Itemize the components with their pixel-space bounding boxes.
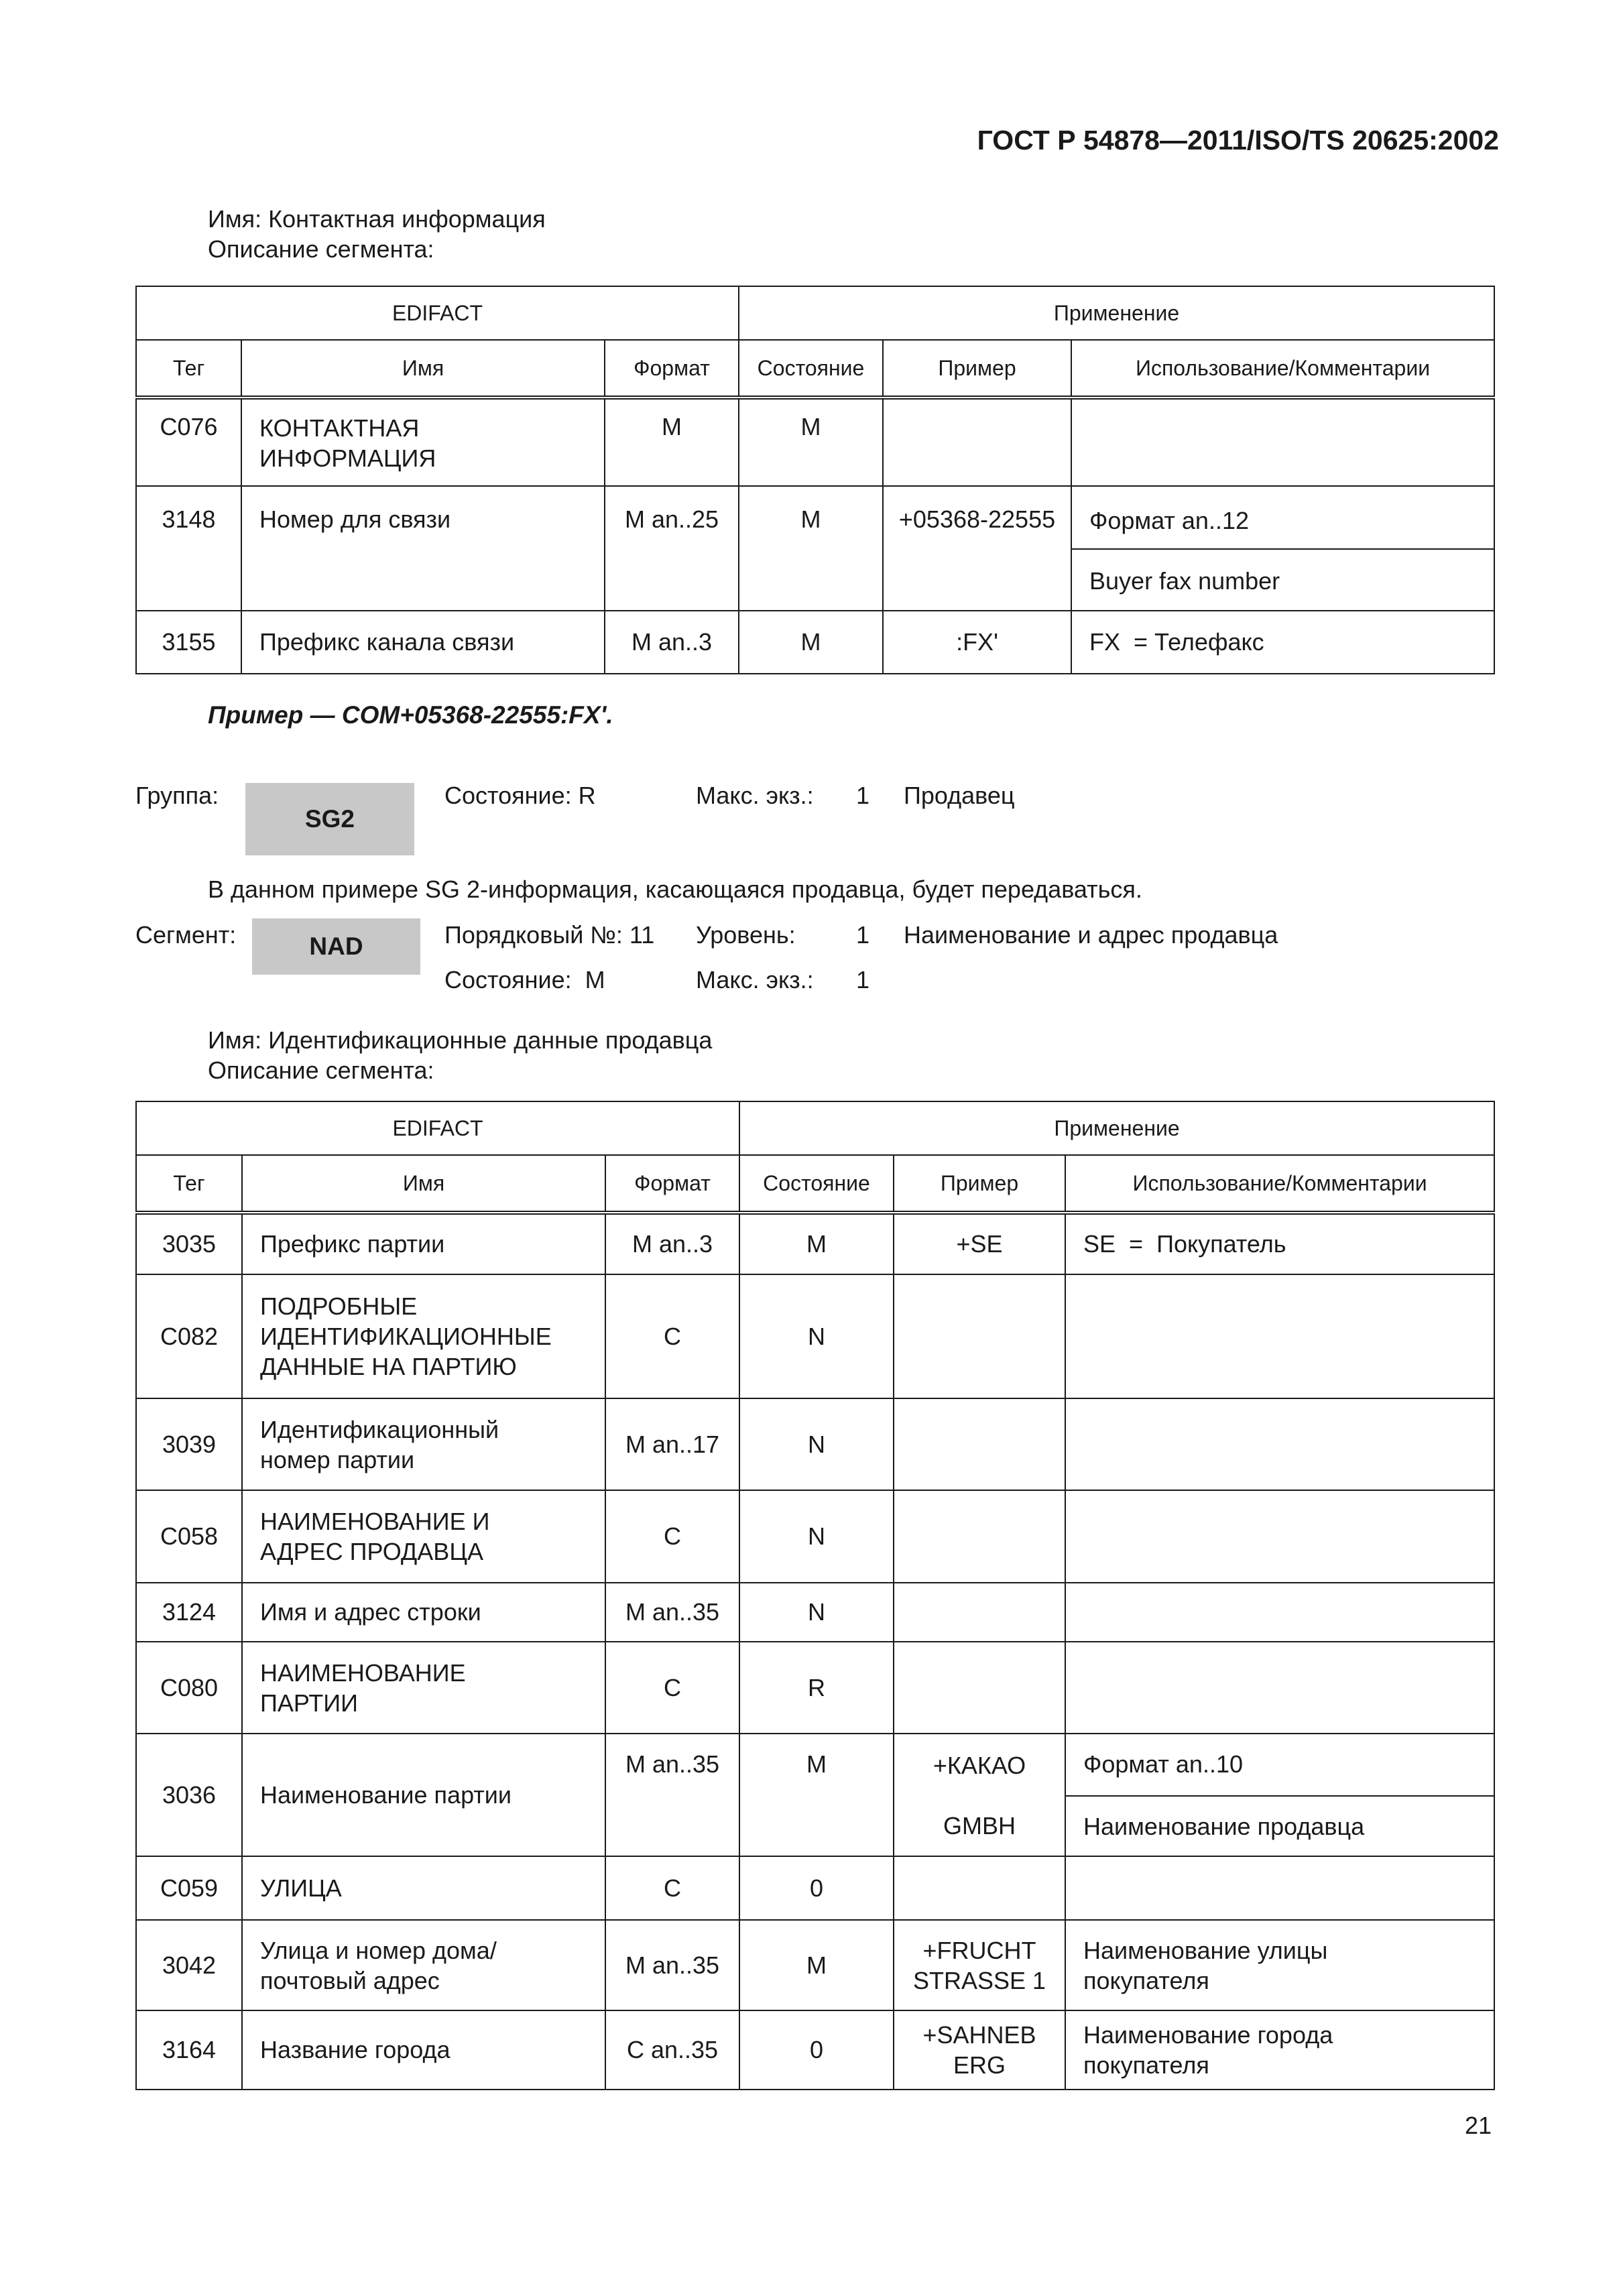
- cell-format: C: [605, 1856, 739, 1920]
- cell-format: C: [605, 1490, 739, 1583]
- cell-tag: 3155: [136, 611, 241, 674]
- cell-comment: [1071, 486, 1494, 611]
- table-row: [136, 486, 1494, 611]
- segment1-name-line: Имя: Контактная информация: [208, 205, 546, 233]
- segment1-desc-line: Описание сегмента:: [208, 235, 434, 263]
- table-row: [136, 1583, 1494, 1642]
- cell-comment: SE = Покупатель: [1065, 1213, 1494, 1274]
- table-row: [136, 1274, 1494, 1398]
- table-row: [136, 2010, 1494, 2090]
- cell-state: R: [739, 1642, 894, 1734]
- cell-example: [894, 1734, 1065, 1856]
- cell-name: КОНТАКТНАЯ ИНФОРМАЦИЯ: [241, 398, 605, 486]
- segment-order: Порядковый №: 11: [444, 921, 655, 949]
- cell-example: [894, 1398, 1065, 1490]
- cell-state: N: [739, 1398, 894, 1490]
- col-header-example: Пример: [883, 340, 1071, 398]
- comment-part: Buyer fax number: [1089, 567, 1280, 595]
- cell-name: Идентификационный номер партии: [242, 1398, 605, 1490]
- group-max-label: Макс. экз.:: [696, 782, 814, 809]
- cell-tag: C082: [136, 1274, 242, 1398]
- segment-description: Наименование и адрес продавца: [904, 921, 1278, 949]
- group-code-badge: SG2: [245, 783, 414, 855]
- cell-tag: C059: [136, 1856, 242, 1920]
- cell-name: НАИМЕНОВАНИЕ И АДРЕС ПРОДАВЦА: [242, 1490, 605, 1583]
- cell-example: [894, 1490, 1065, 1583]
- cell-state: N: [739, 1490, 894, 1583]
- example-part: +КАКАО: [933, 1752, 1026, 1779]
- cell-format: M an..35: [605, 1734, 739, 1856]
- cell-format: C: [605, 1274, 739, 1398]
- cell-example: [894, 1856, 1065, 1920]
- segment-label: Сегмент:: [135, 921, 237, 949]
- cell-tag: 3042: [136, 1920, 242, 2010]
- cell-name: Префикс партии: [242, 1213, 605, 1274]
- cell-format: M an..3: [605, 611, 739, 674]
- cell-comment: [1065, 1583, 1494, 1642]
- table-row: [136, 611, 1494, 674]
- cell-comment: [1071, 398, 1494, 486]
- comment-part: Формат an..12: [1072, 487, 1494, 550]
- cell-tag: 3039: [136, 1398, 242, 1490]
- group-max-value: 1: [856, 782, 870, 809]
- cell-state: M: [739, 1920, 894, 2010]
- cell-example: [894, 1642, 1065, 1734]
- segment2-desc-line: Описание сегмента:: [208, 1056, 434, 1084]
- cell-example: :FX': [883, 611, 1071, 674]
- cell-comment: [1065, 1734, 1494, 1856]
- cell-name: Префикс канала связи: [241, 611, 605, 674]
- table-row: [136, 1213, 1494, 1274]
- cell-example: +05368-22555: [883, 486, 1071, 611]
- cell-comment: [1065, 1274, 1494, 1398]
- cell-tag: 3148: [136, 486, 241, 611]
- cell-format: M an..3: [605, 1213, 739, 1274]
- cell-name: НАИМЕНОВАНИЕ ПАРТИИ: [242, 1642, 605, 1734]
- cell-comment: Наименование города покупателя: [1065, 2010, 1494, 2090]
- cell-format: C an..35: [605, 2010, 739, 2090]
- group-header-edifact: EDIFACT: [136, 286, 739, 340]
- col-header-format: Формат: [605, 1155, 739, 1213]
- group-header-edifact: EDIFACT: [136, 1101, 739, 1155]
- cell-state: 0: [739, 1856, 894, 1920]
- group-description: Продавец: [904, 782, 1015, 809]
- cell-state: N: [739, 1583, 894, 1642]
- example-text: Пример — COM+05368-22555:FX'.: [208, 701, 613, 729]
- col-header-example: Пример: [894, 1155, 1065, 1213]
- cell-tag: C058: [136, 1490, 242, 1583]
- cell-example: +SAHNEB ERG: [894, 2010, 1065, 2090]
- segment-state: Состояние: M: [444, 966, 605, 993]
- cell-format: M an..17: [605, 1398, 739, 1490]
- cell-example: [894, 1274, 1065, 1398]
- segment-code-badge: NAD: [252, 918, 420, 975]
- cell-name: Улица и номер дома/почтовый адрес: [242, 1920, 605, 2010]
- group-label: Группа:: [135, 782, 219, 809]
- comment-part: Наименование продавца: [1083, 1813, 1365, 1840]
- cell-format: C: [605, 1642, 739, 1734]
- cell-format: M: [605, 398, 739, 486]
- segment-level-label: Уровень:: [696, 921, 796, 949]
- col-header-comment: Использование/Комментарии: [1065, 1155, 1494, 1213]
- cell-state: M: [739, 611, 883, 674]
- cell-state: 0: [739, 2010, 894, 2090]
- table-row: [136, 1734, 1494, 1856]
- cell-tag: 3124: [136, 1583, 242, 1642]
- segment1-table: [135, 286, 1495, 674]
- col-header-state: Состояние: [739, 1155, 894, 1213]
- group-header-application: Применение: [739, 1101, 1494, 1155]
- segment2-name-line: Имя: Идентификационные данные продавца: [208, 1026, 713, 1054]
- table-row: [136, 1490, 1494, 1583]
- cell-format: M an..35: [605, 1920, 739, 2010]
- cell-example: [883, 398, 1071, 486]
- table-row: [136, 1398, 1494, 1490]
- table-row: [136, 1920, 1494, 2010]
- cell-state: N: [739, 1274, 894, 1398]
- cell-state: M: [739, 398, 883, 486]
- segment-max-label: Макс. экз.:: [696, 966, 814, 993]
- col-header-tag: Тег: [136, 1155, 242, 1213]
- cell-format: M an..35: [605, 1583, 739, 1642]
- cell-name: ПОДРОБНЫЕ ИДЕНТИФИКАЦИОННЫЕ ДАННЫЕ НА ПАРТИЮ: [242, 1274, 605, 1398]
- table-row: [136, 398, 1494, 486]
- cell-name: Имя и адрес строки: [242, 1583, 605, 1642]
- group-state: Состояние: R: [444, 782, 596, 809]
- page-number: 21: [1464, 2112, 1492, 2139]
- segment2-table: [135, 1101, 1495, 2090]
- segment-max-value: 1: [856, 966, 870, 993]
- col-header-format: Формат: [605, 340, 739, 398]
- cell-tag: C076: [136, 398, 241, 486]
- cell-tag: 3035: [136, 1213, 242, 1274]
- col-header-tag: Тег: [136, 340, 241, 398]
- cell-state: M: [739, 1213, 894, 1274]
- document-header: ГОСТ Р 54878—2011/ISO/TS 20625:2002: [977, 125, 1499, 156]
- cell-comment: Наименование улицы покупателя: [1065, 1920, 1494, 2010]
- cell-name: Наименование партии: [242, 1734, 605, 1856]
- cell-tag: 3036: [136, 1734, 242, 1856]
- cell-comment: [1065, 1856, 1494, 1920]
- cell-format: M an..25: [605, 486, 739, 611]
- cell-comment: FX = Телефакс: [1071, 611, 1494, 674]
- table-row: [136, 1642, 1494, 1734]
- col-header-state: Состояние: [739, 340, 883, 398]
- cell-comment: [1065, 1398, 1494, 1490]
- cell-example: [894, 1583, 1065, 1642]
- note-text: В данном примере SG 2-информация, касающаяся продавца, будет передаваться.: [208, 875, 1142, 903]
- cell-state: M: [739, 486, 883, 611]
- cell-tag: C080: [136, 1642, 242, 1734]
- cell-tag: 3164: [136, 2010, 242, 2090]
- group-header-application: Применение: [739, 286, 1494, 340]
- segment-level-value: 1: [856, 921, 870, 949]
- cell-name: Название города: [242, 2010, 605, 2090]
- cell-state: M: [739, 1734, 894, 1856]
- cell-comment: [1065, 1642, 1494, 1734]
- col-header-comment: Использование/Комментарии: [1071, 340, 1494, 398]
- cell-comment: [1065, 1490, 1494, 1583]
- cell-example: +SE: [894, 1213, 1065, 1274]
- example-part: GMBH: [943, 1812, 1016, 1839]
- comment-part: Формат an..10: [1066, 1734, 1494, 1797]
- col-header-name: Имя: [241, 340, 605, 398]
- cell-example: +FRUCHT STRASSE 1: [894, 1920, 1065, 2010]
- cell-name: УЛИЦА: [242, 1856, 605, 1920]
- cell-name: Номер для связи: [241, 486, 605, 611]
- table-row: [136, 1856, 1494, 1920]
- col-header-name: Имя: [242, 1155, 605, 1213]
